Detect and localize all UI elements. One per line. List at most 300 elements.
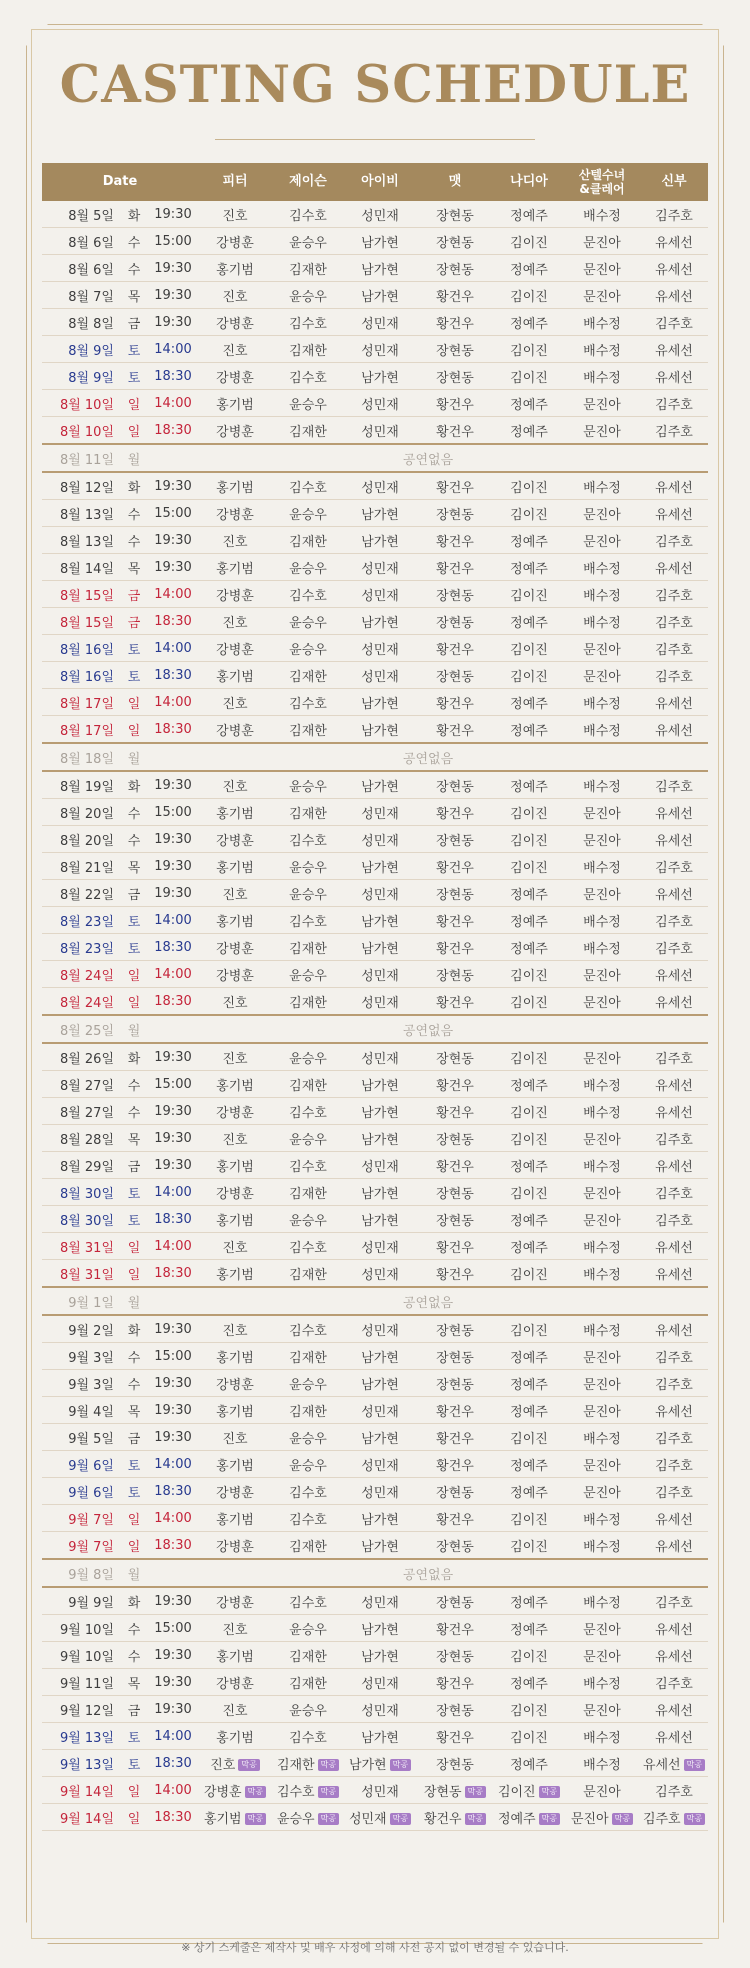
date-cell-text: 8월 24일: [59, 995, 114, 1011]
cast-jason-cell-text: 김수호: [276, 1784, 315, 1800]
cast-matt-cell-text: 황건우: [436, 480, 474, 496]
cast-priest-cell-text: 김주호: [655, 1350, 693, 1366]
date-cell: [42, 608, 120, 635]
cast-nadia-cell: [494, 1615, 564, 1642]
date-cell: [42, 743, 120, 771]
cast-priest-cell-text: 유세선: [655, 806, 693, 822]
cast-priest-cell: [640, 1451, 708, 1478]
cast-nadia-cell-text: 김이진: [510, 1431, 548, 1447]
cast-nadia-cell-text: 정예주: [510, 1458, 548, 1474]
cast-matt-cell: [416, 1179, 494, 1206]
cast-jason-cell-text: 김재한: [289, 1078, 327, 1094]
cast-jason-cell-text: 윤승우: [289, 1703, 327, 1719]
time-cell-text: 14:00: [154, 1782, 192, 1798]
time-cell: [148, 635, 198, 662]
cast-ivy-cell-text: 남가현: [361, 262, 399, 278]
cast-jason-cell: [272, 1804, 344, 1831]
weekday-cell-text: 화: [127, 1595, 141, 1611]
time-cell-text: 18:30: [154, 1809, 192, 1825]
cast-jason-cell: [272, 1098, 344, 1125]
cast-peter-cell: [198, 799, 272, 826]
cast-ivy-cell-text: 남가현: [361, 534, 399, 550]
weekday-cell: [120, 880, 148, 907]
cast-priest-cell-text: 유세선: [655, 561, 693, 577]
cast-matt-cell-text: 황건우: [436, 1404, 474, 1420]
cast-peter-cell-text: 강병훈: [216, 1595, 254, 1611]
cast-matt-cell: [416, 554, 494, 581]
last-show-badge: 막공: [684, 1759, 705, 1771]
cast-sister-cell: [564, 853, 640, 880]
cast-matt-cell: [416, 689, 494, 716]
cast-ivy-cell: [344, 1071, 416, 1098]
cast-peter-cell: [198, 228, 272, 255]
schedule-row: [42, 988, 708, 1016]
cast-jason-cell: [272, 1532, 344, 1560]
cast-sister-cell: [564, 309, 640, 336]
schedule-row: [42, 1478, 708, 1505]
weekday-cell-text: 수: [127, 507, 141, 523]
header-matt: 맷: [416, 163, 494, 201]
cast-peter-cell: [198, 934, 272, 961]
date-cell: [42, 662, 120, 689]
cast-ivy-cell: [344, 934, 416, 961]
cast-ivy-cell: [344, 662, 416, 689]
cast-jason-cell-text: 김수호: [289, 480, 327, 496]
cast-priest-cell-text: 김주호: [655, 397, 693, 413]
cast-sister-cell-text: 문진아: [583, 1213, 621, 1229]
last-show-badge: 막공: [390, 1813, 411, 1825]
cast-jason-cell: [272, 1233, 344, 1260]
date-cell: [42, 1343, 120, 1370]
cast-priest-cell: [640, 1071, 708, 1098]
date-cell-text: 9월 11일: [59, 1676, 114, 1692]
date-cell-text: 8월 13일: [59, 534, 114, 550]
cast-nadia-cell: [494, 363, 564, 390]
cast-matt-cell: [416, 1642, 494, 1669]
time-cell-text: 14:00: [154, 341, 192, 357]
cast-priest-cell-text: 유세선: [655, 1539, 693, 1555]
cast-jason-cell: [272, 771, 344, 799]
cast-matt-cell: [416, 1615, 494, 1642]
date-cell-text: 8월 6일: [68, 262, 114, 278]
cast-ivy-cell: [344, 1750, 416, 1777]
cast-matt-cell-text: 장현동: [436, 1539, 474, 1555]
cast-peter-cell-text: 진호: [222, 208, 248, 224]
cast-jason-cell-text: 김수호: [289, 1512, 327, 1528]
cast-nadia-cell-text: 김이진: [510, 1323, 548, 1339]
cast-priest-cell: [640, 1478, 708, 1505]
cast-jason-cell: [272, 554, 344, 581]
cast-sister-cell-text: 문진아: [583, 1132, 621, 1148]
time-cell: [148, 1696, 198, 1723]
cast-sister-cell-text: 배수정: [583, 615, 621, 631]
cast-jason-cell-text: 김수호: [289, 1323, 327, 1339]
cast-jason-cell: [272, 826, 344, 853]
cast-matt-cell: [416, 1343, 494, 1370]
cast-nadia-cell-text: 김이진: [510, 1703, 548, 1719]
weekday-cell: [120, 201, 148, 228]
cast-sister-cell-text: 배수정: [583, 696, 621, 712]
cast-sister-cell: [564, 1152, 640, 1179]
cast-matt-cell: [416, 500, 494, 527]
cast-jason-cell-text: 윤승우: [289, 397, 327, 413]
weekday-cell-text: 월: [127, 1567, 141, 1583]
cast-nadia-cell: [494, 282, 564, 309]
cast-sister-cell-text: 문진아: [583, 507, 621, 523]
cast-peter-cell: [198, 255, 272, 282]
cast-priest-cell: [640, 581, 708, 608]
time-cell: [148, 554, 198, 581]
cast-ivy-cell-text: 성민재: [361, 995, 399, 1011]
cast-ivy-cell-text: 성민재: [361, 669, 399, 685]
date-cell: [42, 1804, 120, 1831]
weekday-cell: [120, 961, 148, 988]
cast-peter-cell-text: 홍기범: [216, 1458, 254, 1474]
header-row: [42, 163, 708, 201]
cast-peter-cell-text: 진호: [222, 1323, 248, 1339]
cast-peter-cell: [198, 1206, 272, 1233]
cast-nadia-cell-text: 김이진: [510, 1649, 548, 1665]
time-cell: [148, 880, 198, 907]
cast-ivy-cell-text: 남가현: [361, 615, 399, 631]
date-cell-text: 8월 18일: [59, 751, 114, 767]
time-cell: [148, 1804, 198, 1831]
time-cell: [148, 417, 198, 445]
cast-sister-cell: [564, 581, 640, 608]
cast-peter-cell: [198, 1424, 272, 1451]
cast-sister-cell: [564, 500, 640, 527]
schedule-row: [42, 1315, 708, 1343]
cast-sister-cell-text: 배수정: [583, 1267, 621, 1283]
cast-sister-cell: [564, 527, 640, 554]
cast-peter-cell: [198, 1642, 272, 1669]
weekday-cell-text: 월: [127, 751, 141, 767]
cast-sister-cell-text: 문진아: [583, 289, 621, 305]
time-cell-text: 19:30: [154, 260, 192, 276]
schedule-row: [42, 907, 708, 934]
date-cell-text: 8월 16일: [59, 669, 114, 685]
weekday-cell: [120, 1424, 148, 1451]
cast-sister-cell: [564, 689, 640, 716]
cast-ivy-cell: [344, 1505, 416, 1532]
no-show-row: [42, 1287, 708, 1315]
cast-priest-cell-text: 유세선: [655, 1404, 693, 1420]
weekday-cell: [120, 1315, 148, 1343]
last-show-badge: 막공: [318, 1813, 339, 1825]
cast-matt-cell: [416, 1098, 494, 1125]
cast-priest-cell-text: 유세선: [642, 1757, 681, 1773]
cast-nadia-cell: [494, 1642, 564, 1669]
cast-ivy-cell: [344, 771, 416, 799]
cast-priest-cell-text: 김주호: [655, 1431, 693, 1447]
schedule-row: [42, 527, 708, 554]
last-show-badge: 막공: [539, 1813, 560, 1825]
time-cell-text: 18:30: [154, 1483, 192, 1499]
cast-priest-cell: [640, 826, 708, 853]
cast-peter-cell-text: 홍기범: [216, 1213, 254, 1229]
cast-ivy-cell-text: 성민재: [361, 642, 399, 658]
cast-sister-cell-text: 문진아: [583, 1377, 621, 1393]
no-show-cell: [148, 1015, 708, 1043]
cast-nadia-cell: [494, 1804, 564, 1831]
date-cell-text: 8월 23일: [59, 941, 114, 957]
header-ivy: 아이비: [344, 163, 416, 201]
weekday-cell-text: 수: [127, 262, 141, 278]
weekday-cell-text: 토: [127, 1730, 141, 1746]
time-cell-text: 19:30: [154, 1647, 192, 1663]
date-cell: [42, 799, 120, 826]
cast-peter-cell: [198, 554, 272, 581]
cast-jason-cell-text: 윤승우: [289, 968, 327, 984]
date-cell: [42, 635, 120, 662]
cast-peter-cell-text: 강병훈: [216, 642, 254, 658]
cast-sister-cell: [564, 799, 640, 826]
cast-matt-cell: [416, 1478, 494, 1505]
time-cell: [148, 608, 198, 635]
cast-ivy-cell: [344, 500, 416, 527]
cast-ivy-cell: [344, 1206, 416, 1233]
cast-sister-cell-text: 문진아: [583, 669, 621, 685]
schedule-row: [42, 689, 708, 716]
cast-sister-cell: [564, 228, 640, 255]
cast-sister-cell-text: 문진아: [583, 534, 621, 550]
cast-peter-cell: [198, 1043, 272, 1071]
footnote: ※ 상기 스케줄은 제작사 및 배우 사정에 의해 사전 공지 없이 변경될 수 있습니다.: [181, 1941, 569, 1954]
schedule-row: [42, 1098, 708, 1125]
time-cell: [148, 1587, 198, 1615]
cast-sister-cell: [564, 907, 640, 934]
cast-matt-cell: [416, 1424, 494, 1451]
cast-ivy-cell: [344, 282, 416, 309]
last-show-badge: 막공: [238, 1759, 259, 1771]
cast-nadia-cell-text: 김이진: [510, 1132, 548, 1148]
cast-jason-cell-text: 윤승우: [289, 1213, 327, 1229]
cast-sister-cell-text: 배수정: [583, 1240, 621, 1256]
cast-ivy-cell: [344, 472, 416, 500]
cast-matt-cell-text: 황건우: [436, 1458, 474, 1474]
weekday-cell-text: 일: [127, 1512, 141, 1528]
time-cell: [148, 1669, 198, 1696]
cast-ivy-cell-text: 성민재: [361, 887, 399, 903]
cast-priest-cell: [640, 500, 708, 527]
cast-jason-cell: [272, 1669, 344, 1696]
time-cell-text: 15:00: [154, 505, 192, 521]
weekday-cell-text: 수: [127, 235, 141, 251]
cast-nadia-cell-text: 정예주: [510, 1213, 548, 1229]
time-cell-text: 18:30: [154, 613, 192, 629]
weekday-cell: [120, 1804, 148, 1831]
time-cell-text: 14:00: [154, 1728, 192, 1744]
cast-sister-cell: [564, 1233, 640, 1260]
cast-jason-cell: [272, 1451, 344, 1478]
schedule-row: [42, 417, 708, 445]
cast-nadia-cell: [494, 1152, 564, 1179]
cast-priest-cell-text: 김주호: [655, 779, 693, 795]
cast-peter-cell-text: 홍기범: [216, 1267, 254, 1283]
weekday-cell: [120, 689, 148, 716]
cast-matt-cell: [416, 961, 494, 988]
cast-jason-cell: [272, 363, 344, 390]
date-cell: [42, 1559, 120, 1587]
cast-nadia-cell: [494, 826, 564, 853]
cast-matt-cell-text: 황건우: [436, 289, 474, 305]
weekday-cell: [120, 716, 148, 744]
time-cell-text: 14:00: [154, 1510, 192, 1526]
cast-peter-cell: [198, 201, 272, 228]
cast-matt-cell-text: 황건우: [436, 914, 474, 930]
cast-peter-cell-text: 홍기범: [216, 1404, 254, 1420]
cast-nadia-cell: [494, 1669, 564, 1696]
time-cell-text: 14:00: [154, 694, 192, 710]
time-cell: [148, 1370, 198, 1397]
cast-peter-cell-text: 진호: [222, 1703, 248, 1719]
cast-priest-cell-text: 유세선: [655, 507, 693, 523]
date-cell-text: 9월 5일: [68, 1431, 114, 1447]
cast-priest-cell-text: 김주호: [655, 208, 693, 224]
cast-jason-cell: [272, 799, 344, 826]
date-cell: [42, 1125, 120, 1152]
cast-sister-cell: [564, 390, 640, 417]
cast-peter-cell-text: 진호: [222, 995, 248, 1011]
cast-peter-cell-text: 강병훈: [216, 588, 254, 604]
cast-matt-cell-text: 장현동: [436, 588, 474, 604]
date-cell-text: 8월 17일: [59, 723, 114, 739]
cast-jason-cell: [272, 1397, 344, 1424]
cast-matt-cell-text: 황건우: [436, 534, 474, 550]
cast-jason-cell-text: 김수호: [289, 1595, 327, 1611]
cast-peter-cell: [198, 309, 272, 336]
date-cell-text: 8월 29일: [59, 1159, 114, 1175]
cast-sister-cell-text: 배수정: [583, 370, 621, 386]
cast-nadia-cell-text: 김이진: [510, 289, 548, 305]
time-cell: [148, 1343, 198, 1370]
cast-peter-cell: [198, 1478, 272, 1505]
cast-sister-cell-text: 문진아: [583, 887, 621, 903]
cast-sister-cell-text: 배수정: [583, 1105, 621, 1121]
cast-nadia-cell-text: 김이진: [510, 669, 548, 685]
date-cell: [42, 1505, 120, 1532]
cast-matt-cell: [416, 1260, 494, 1288]
cast-peter-cell-text: 홍기범: [216, 1078, 254, 1094]
last-show-badge: 막공: [465, 1813, 486, 1825]
cast-matt-cell: [416, 1370, 494, 1397]
cast-matt-cell-text: 황건우: [436, 1622, 474, 1638]
date-cell-text: 9월 4일: [68, 1404, 114, 1420]
weekday-cell: [120, 934, 148, 961]
date-cell-text: 8월 5일: [68, 208, 114, 224]
cast-ivy-cell-text: 남가현: [361, 1213, 399, 1229]
weekday-cell: [120, 228, 148, 255]
cast-priest-cell-text: 유세선: [655, 1323, 693, 1339]
time-cell-text: 18:30: [154, 993, 192, 1009]
cast-matt-cell-text: 황건우: [423, 1811, 462, 1827]
cast-nadia-cell-text: 정예주: [510, 1404, 548, 1420]
cast-jason-cell-text: 김재한: [289, 1267, 327, 1283]
cast-priest-cell: [640, 1642, 708, 1669]
cast-ivy-cell: [344, 527, 416, 554]
last-show-badge: 막공: [318, 1786, 339, 1798]
cast-peter-cell-text: 홍기범: [216, 806, 254, 822]
weekday-cell-text: 일: [127, 424, 141, 440]
time-cell-text: 14:00: [154, 912, 192, 928]
cast-peter-cell: [198, 1179, 272, 1206]
time-cell: [148, 228, 198, 255]
date-cell: [42, 1287, 120, 1315]
date-cell: [42, 1478, 120, 1505]
cast-sister-cell-text: 배수정: [583, 914, 621, 930]
date-cell-text: 9월 13일: [59, 1730, 114, 1746]
cast-nadia-cell: [494, 689, 564, 716]
weekday-cell-text: 화: [127, 208, 141, 224]
time-cell-text: 19:30: [154, 559, 192, 575]
cast-nadia-cell: [494, 1315, 564, 1343]
cast-jason-cell-text: 김수호: [289, 833, 327, 849]
date-cell-text: 9월 7일: [68, 1539, 114, 1555]
schedule-row: [42, 1071, 708, 1098]
cast-priest-cell: [640, 771, 708, 799]
cast-sister-cell-text: 배수정: [583, 723, 621, 739]
cast-nadia-cell-text: 정예주: [510, 208, 548, 224]
schedule-row: [42, 228, 708, 255]
last-show-badge: 막공: [318, 1759, 339, 1771]
date-cell: [42, 363, 120, 390]
cast-ivy-cell-text: 남가현: [361, 1105, 399, 1121]
cast-priest-cell-text: 유세선: [655, 343, 693, 359]
cast-peter-cell: [198, 581, 272, 608]
cast-ivy-cell: [344, 228, 416, 255]
cast-ivy-cell: [344, 390, 416, 417]
date-cell: [42, 1777, 120, 1804]
cast-nadia-cell: [494, 1179, 564, 1206]
cast-jason-cell: [272, 390, 344, 417]
cast-priest-cell-text: 유세선: [655, 696, 693, 712]
schedule-row: [42, 1615, 708, 1642]
cast-peter-cell: [198, 1125, 272, 1152]
cast-sister-cell-text: 배수정: [583, 779, 621, 795]
header-sister-claire: 산텔수녀 &클레어: [564, 163, 640, 201]
cast-sister-cell: [564, 1615, 640, 1642]
cast-priest-cell: [640, 1343, 708, 1370]
cast-priest-cell: [640, 554, 708, 581]
cast-nadia-cell-text: 김이진: [510, 370, 548, 386]
cast-nadia-cell-text: 김이진: [510, 968, 548, 984]
weekday-cell-text: 월: [127, 1295, 141, 1311]
cast-matt-cell-text: 황건우: [436, 1240, 474, 1256]
cast-priest-cell-text: 김주호: [655, 642, 693, 658]
cast-jason-cell-text: 윤승우: [289, 1622, 327, 1638]
cast-matt-cell: [416, 228, 494, 255]
cast-matt-cell-text: 장현동: [423, 1784, 462, 1800]
cast-peter-cell: [198, 635, 272, 662]
schedule-row: [42, 390, 708, 417]
cast-priest-cell: [640, 1125, 708, 1152]
time-cell: [148, 1179, 198, 1206]
weekday-cell: [120, 743, 148, 771]
cast-priest-cell: [640, 1669, 708, 1696]
date-cell-text: 8월 20일: [59, 833, 114, 849]
cast-matt-cell: [416, 1152, 494, 1179]
time-cell: [148, 1532, 198, 1560]
schedule-row: [42, 1152, 708, 1179]
weekday-cell: [120, 608, 148, 635]
cast-ivy-cell-text: 성민재: [361, 1703, 399, 1719]
cast-ivy-cell: [344, 255, 416, 282]
cast-ivy-cell: [344, 1370, 416, 1397]
cast-priest-cell-text: 유세선: [655, 1622, 693, 1638]
cast-nadia-cell-text: 정예주: [510, 1757, 548, 1773]
schedule-row: [42, 1233, 708, 1260]
cast-sister-cell-text: 문진아: [583, 262, 621, 278]
